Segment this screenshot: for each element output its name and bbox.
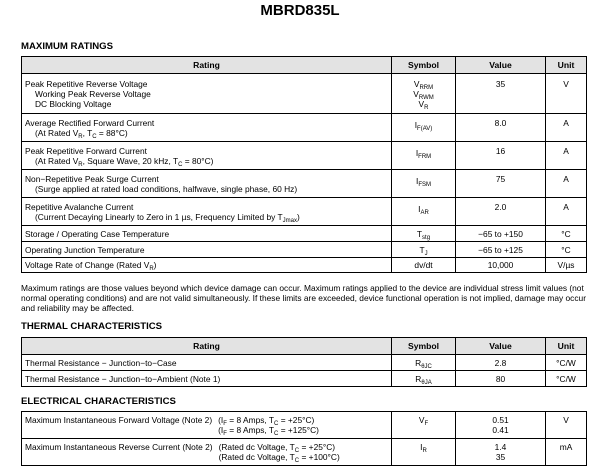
electrical-table (21, 411, 587, 466)
symbol-cell: $I_R$ (392, 439, 456, 466)
unit-cell: °C/W (546, 355, 587, 371)
symbol-text: $V_R$ (418, 99, 429, 112)
unit-cell: °C (546, 226, 587, 242)
symbol-cell (392, 74, 456, 114)
rating-text: Peak Repetitive Forward Current (25, 146, 147, 157)
table-row (22, 114, 587, 142)
table-row (22, 242, 587, 258)
header-rating: Rating (22, 338, 392, 355)
table-row (22, 371, 587, 387)
unit-cell: A (546, 114, 587, 142)
value-cell: 0.51 0.41 (456, 412, 546, 439)
table-row (22, 74, 587, 114)
rating-cell: Voltage Rate of Change (Rated $V_R$) (22, 258, 392, 273)
unit-cell: A (546, 142, 587, 170)
rating-cell (22, 412, 392, 439)
table-row (22, 439, 587, 466)
rating-text: Peak Repetitive Reverse Voltage (25, 79, 148, 90)
value-cell: 8.0 (456, 114, 546, 142)
electrical-heading: ELECTRICAL CHARACTERISTICS (21, 396, 176, 407)
header-value: Value (456, 57, 546, 74)
rating-condition: ($I_F = 8$ Amps, $T_C = +25^\circ C$) ($I_F = 8$ Amps, $T_C = +125^\circ C$) (218, 415, 319, 438)
header-unit: Unit (546, 338, 587, 355)
table-row (22, 258, 587, 273)
symbol-cell: $V_F$ (392, 412, 456, 439)
header-rating: Rating (22, 57, 392, 74)
unit-cell: A (546, 198, 587, 226)
value-cell: 75 (456, 170, 546, 198)
table-row (22, 170, 587, 198)
rating-condition: (At Rated $V_R$, $T_C = 88^\circ C$) (35, 128, 128, 141)
header-symbol: Symbol (392, 338, 456, 355)
symbol-text: $V_{RWM}$ (413, 89, 434, 102)
symbol-cell: dv/dt (392, 258, 456, 273)
symbol-cell: $I_{FSM}$ (392, 170, 456, 198)
value-cell: 1.4 35 (456, 439, 546, 466)
max-ratings-heading: MAXIMUM RATINGS (21, 41, 114, 52)
max-ratings-table (21, 56, 587, 273)
table-row (22, 142, 587, 170)
symbol-cell: $R_{\theta JA}$ (392, 371, 456, 387)
table-row (22, 355, 587, 371)
rating-cell: Operating Junction Temperature (22, 242, 392, 258)
document-title: MBRD835L (260, 2, 340, 19)
value-cell: 2.0 (456, 198, 546, 226)
table-row (22, 226, 587, 242)
rating-text: Maximum Instantaneous Forward Voltage (Note 2) (25, 415, 213, 425)
rating-cell (22, 170, 392, 198)
rating-condition: (Rated dc Voltage, $T_C = +25^\circ C$) (Rated dc Voltage, $T_C = +100^\circ C$) (218, 442, 340, 465)
rating-cell: Thermal Resistance − Junction−to−Case (22, 355, 392, 371)
unit-cell: °C/W (546, 371, 587, 387)
symbol-cell: $T_J$ (392, 242, 456, 258)
rating-text: Repetitive Avalanche Current (25, 202, 134, 213)
rating-condition: (Surge applied at rated load conditions, halfwave, single phase, 60 Hz) (35, 184, 298, 195)
unit-cell: mA (546, 439, 587, 466)
rating-text: DC Blocking Voltage (35, 99, 112, 110)
table-row (22, 198, 587, 226)
value-cell: 2.8 (456, 355, 546, 371)
header-unit: Unit (546, 57, 587, 74)
rating-cell (22, 142, 392, 170)
symbol-cell: $I_{AR}$ (392, 198, 456, 226)
max-ratings-note: Maximum ratings are those values beyond which device damage can occur. Maximum ratings applied to the device are individual stress limit values (not normal operating conditions) and are not valid simultaneously. If these limits are exceeded, device functional operation is not implied, damage may occur and reliability may be affected. (21, 283, 586, 313)
rating-cell (22, 198, 392, 226)
table-header-row (22, 57, 587, 74)
unit-cell: A (546, 170, 587, 198)
rating-text: Non−Repetitive Peak Surge Current (25, 174, 159, 185)
rating-cell (22, 114, 392, 142)
value-cell: −65 to +150 (456, 226, 546, 242)
unit-cell: °C (546, 242, 587, 258)
symbol-text: $V_{RRM}$ (413, 79, 434, 92)
value-cell: −65 to +125 (456, 242, 546, 258)
symbol-cell: $T_{stg}$ (392, 226, 456, 242)
table-row (22, 412, 587, 439)
rating-cell (22, 439, 392, 466)
value-cell: 10,000 (456, 258, 546, 273)
rating-condition: (Current Decaying Linearly to Zero in 1 µs, Frequency Limited by $T_{Jmax}$) (35, 212, 300, 225)
thermal-heading: THERMAL CHARACTERISTICS (21, 321, 163, 332)
rating-text: Maximum Instantaneous Reverse Current (Note 2) (25, 442, 213, 452)
value-cell: 35 (456, 74, 546, 114)
header-value: Value (456, 338, 546, 355)
table-header-row (22, 338, 587, 355)
rating-condition: (At Rated $V_R$, Square Wave, 20 kHz, $T_C = 80^\circ C$) (35, 156, 214, 169)
symbol-cell: $R_{\theta JC}$ (392, 355, 456, 371)
unit-cell: V (546, 74, 587, 114)
unit-cell: V/µs (546, 258, 587, 273)
thermal-table (21, 337, 587, 387)
rating-cell: Thermal Resistance − Junction−to−Ambient (Note 1) (22, 371, 392, 387)
symbol-cell: $I_{FRM}$ (392, 142, 456, 170)
value-cell: 16 (456, 142, 546, 170)
value-cell: 80 (456, 371, 546, 387)
rating-cell (22, 74, 392, 114)
rating-text: Average Rectified Forward Current (25, 118, 155, 129)
header-symbol: Symbol (392, 57, 456, 74)
symbol-cell: $I_{F(AV)}$ (392, 114, 456, 142)
rating-text: Working Peak Reverse Voltage (35, 89, 151, 100)
rating-cell: Storage / Operating Case Temperature (22, 226, 392, 242)
unit-cell: V (546, 412, 587, 439)
